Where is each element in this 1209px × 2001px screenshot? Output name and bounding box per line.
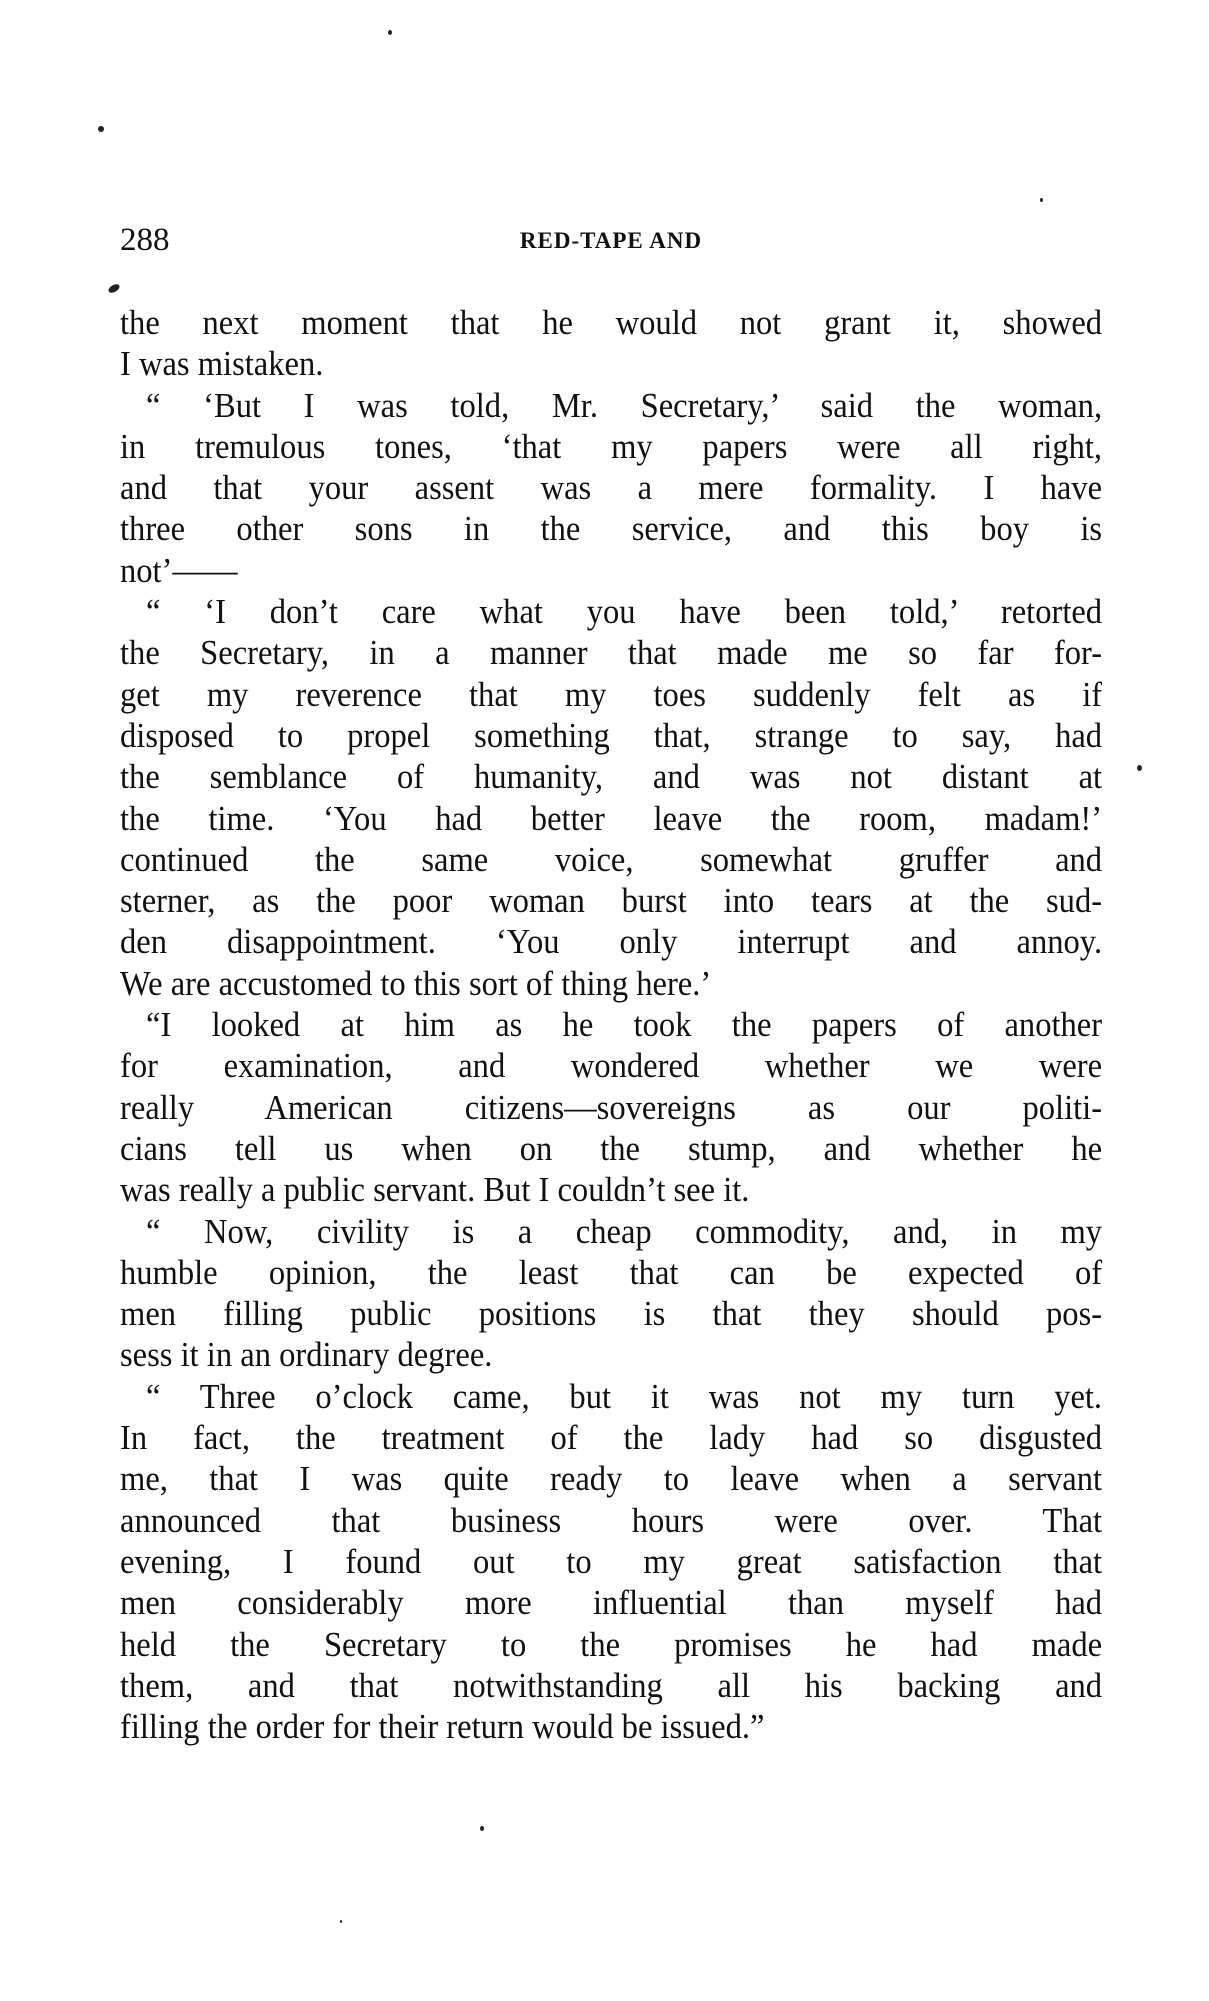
text-line: continued the same voice, somewhat gruffer and <box>120 839 1103 879</box>
text-line: “ ‘But I was told, Mr. Secretary,’ said the woman, <box>146 385 1103 425</box>
text-line: men considerably more influential than myself had <box>120 1583 1103 1623</box>
speck <box>1040 198 1043 202</box>
page-number: 288 <box>120 222 170 258</box>
text-line: me, that I was quite ready to leave when a servant <box>120 1459 1103 1499</box>
text-line: the Secretary, in a manner that made me so far for- <box>120 633 1103 673</box>
paragraph <box>120 385 1102 591</box>
paragraph <box>120 1211 1102 1376</box>
speck <box>98 126 104 132</box>
text-line: really American citizens—sovereigns as our politi- <box>120 1087 1103 1127</box>
text-line: the semblance of humanity, and was not distant at <box>120 757 1103 797</box>
text-line: was really a public servant. But I couldn’t see it. <box>120 1170 750 1210</box>
page-header <box>120 222 1102 266</box>
text-line: three other sons in the service, and this boy is <box>120 509 1103 549</box>
text-line: held the Secretary to the promises he had made <box>120 1624 1103 1664</box>
running-head: RED-TAPE AND <box>519 228 703 253</box>
text-line: for examination, and wondered whether we were <box>120 1046 1103 1086</box>
body-text <box>120 302 1102 1747</box>
text-line: humble opinion, the least that can be expected of <box>120 1252 1103 1292</box>
text-line: them, and that notwithstanding all his backing and <box>120 1665 1103 1705</box>
paragraph <box>120 302 1102 385</box>
text-line: and that your assent was a mere formality. I have <box>120 468 1103 508</box>
speck <box>480 1826 484 1831</box>
text-line: announced that business hours were over. That <box>120 1500 1103 1540</box>
text-line: men filling public positions is that they should pos- <box>120 1294 1103 1334</box>
text-line: “ Three o’clock came, but it was not my turn yet. <box>146 1376 1103 1416</box>
speck <box>1137 765 1142 771</box>
text-line: filling the order for their return would be issued.” <box>120 1707 765 1747</box>
text-line: “I looked at him as he took the papers of another <box>146 1005 1103 1045</box>
text-line: sess it in an ordinary degree. <box>120 1335 493 1375</box>
speck <box>107 282 121 294</box>
text-line: evening, I found out to my great satisfaction that <box>120 1541 1103 1581</box>
text-line: I was mistaken. <box>120 344 324 384</box>
speck <box>340 1920 342 1923</box>
speck <box>388 30 392 35</box>
text-line: den disappointment. ‘You only interrupt and annoy. <box>120 922 1103 962</box>
text-line: We are accustomed to this sort of thing here.’ <box>120 963 712 1003</box>
text-line: disposed to propel something that, strange to say, had <box>120 715 1103 755</box>
paragraph <box>120 591 1102 1004</box>
text-line: the next moment that he would not grant it, showed <box>120 303 1103 342</box>
text-line: In fact, the treatment of the lady had so disgusted <box>120 1418 1103 1458</box>
text-line: “ Now, civility is a cheap commodity, and, in my <box>146 1211 1103 1251</box>
paragraph <box>120 1376 1102 1748</box>
text-line: not’—— <box>120 550 238 590</box>
text-line: “ ‘I don’t care what you have been told,’ retorted <box>146 592 1103 632</box>
text-line: the time. ‘You had better leave the room, madam!’ <box>120 798 1103 838</box>
text-line: in tremulous tones, ‘that my papers were all right, <box>120 426 1103 466</box>
text-line: sterner, as the poor woman burst into tears at the sud- <box>120 881 1103 921</box>
text-line: get my reverence that my toes suddenly felt as if <box>120 674 1103 714</box>
paragraph <box>120 1004 1102 1210</box>
text-line: cians tell us when on the stump, and whether he <box>120 1128 1103 1168</box>
